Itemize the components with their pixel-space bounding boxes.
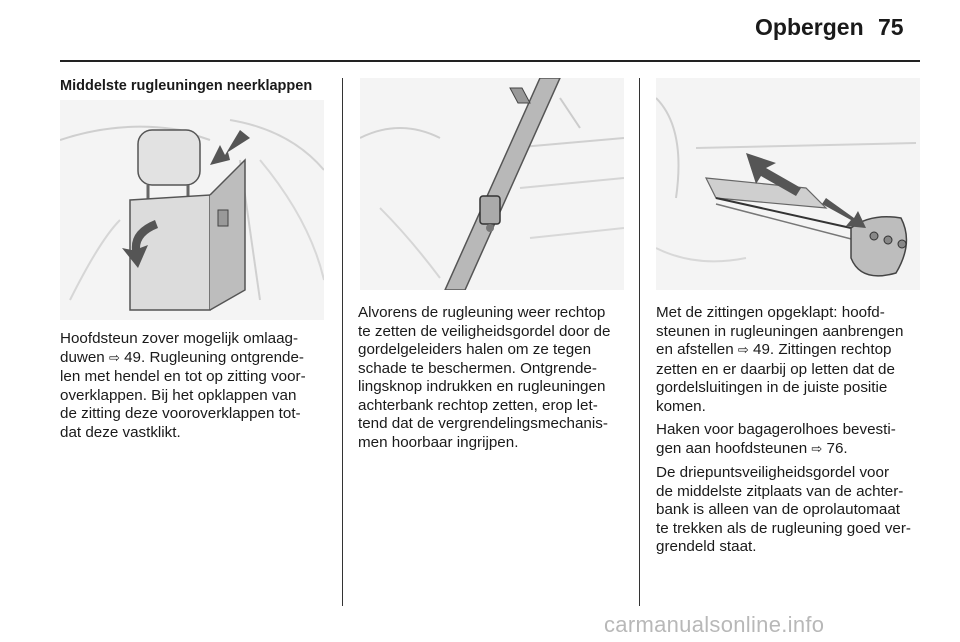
page-ref-arrow-icon: ⇨ bbox=[811, 441, 823, 457]
page-ref-arrow-icon: ⇨ bbox=[108, 350, 120, 366]
text-line: dat deze vastklikt. bbox=[60, 423, 181, 441]
text-line: men hoorbaar ingrijpen. bbox=[358, 433, 519, 451]
figure-headrest-fold bbox=[60, 100, 324, 320]
figure-seat-cushion-hooks bbox=[656, 78, 920, 290]
paragraph: Met de zittingen opgeklapt: hoofd- steunen in rugleuningen aanbrengen en afstellen ⇨ 49. Zittingen rechtop zetten en er daarbij op letten dat de gordelsluitingen in de juiste positie komen. bbox=[656, 304, 904, 415]
column-divider-1 bbox=[342, 78, 343, 606]
column-1-text bbox=[60, 330, 330, 442]
watermark: carmanualsonline.info bbox=[604, 612, 825, 637]
text-line: duwen ⇨ 49. Rugleuning ontgrende- bbox=[60, 348, 304, 366]
section-title: Middelste rugleuningen neerklappen bbox=[60, 78, 313, 94]
text-line: Hoofdsteun zover mogelijk omlaag- bbox=[60, 330, 299, 347]
column-2-text bbox=[358, 304, 630, 452]
text-line: tend dat de vergrendelingsmechanis- bbox=[358, 415, 608, 432]
text-line: achterbank rechtop zetten, erop let- bbox=[358, 396, 598, 414]
text-line: lingsknop indrukken en rugleuningen bbox=[358, 378, 606, 395]
paragraph: De driepuntsveiligheidsgordel voor de middelste zitplaats van de achter- bank is alleen van de oprolautomaat te trekken als de rugleuning goed ver- grendeld staat. bbox=[656, 464, 911, 555]
text-line: len met hendel en tot op zitting voor- bbox=[60, 368, 306, 385]
text-line: de zitting deze vooroverklappen tot- bbox=[60, 405, 301, 422]
text-line: gordelgeleiders halen om ze tegen bbox=[358, 341, 592, 358]
text-line: overklappen. Bij het opklappen van bbox=[60, 386, 297, 404]
column-divider-2 bbox=[639, 78, 640, 606]
page-header-title: Opbergen bbox=[755, 14, 864, 40]
column-3-text bbox=[656, 304, 928, 562]
page-ref-arrow-icon: ⇨ bbox=[737, 343, 749, 358]
paragraph: Haken voor bagagerolhoes bevesti- gen aan hoofdsteunen ⇨ 76. bbox=[656, 421, 896, 457]
text-line: te zetten de veiligheidsgordel door de bbox=[358, 322, 611, 340]
text-line: Alvorens de rugleuning weer rechtop bbox=[358, 304, 606, 321]
figure-seatbelt-guide bbox=[360, 78, 624, 290]
text-line: schade te beschermen. Ontgrende- bbox=[358, 359, 597, 377]
header-rule bbox=[60, 60, 920, 62]
page-number: 75 bbox=[878, 14, 904, 40]
